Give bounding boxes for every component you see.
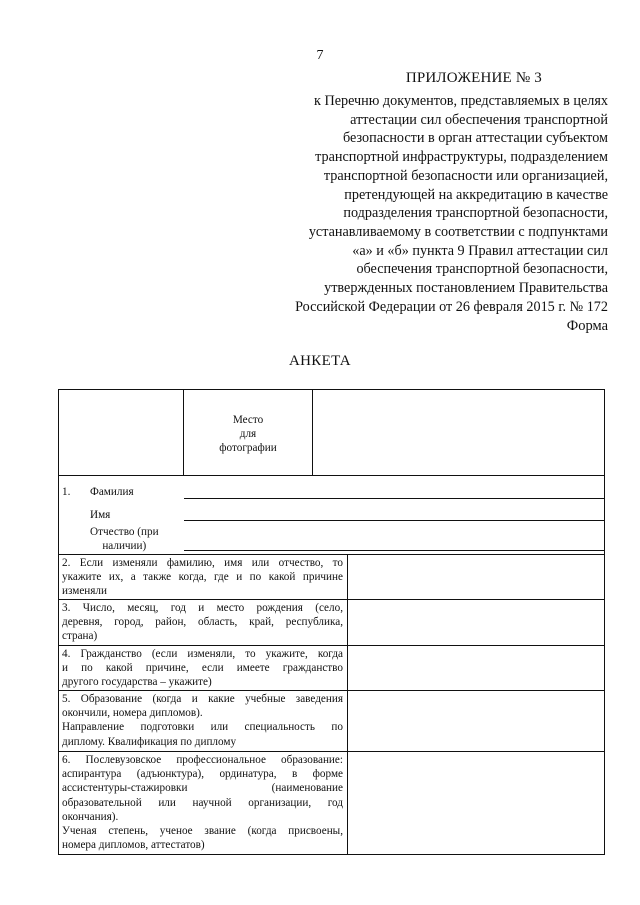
question-line: 5. Образование (когда и какие учебные заведения — [62, 693, 343, 705]
question-line: другого государства – укажите) — [62, 676, 212, 689]
first-name-field[interactable] — [184, 520, 605, 521]
question-line: ассистентуры-стажировки (наименование — [62, 782, 343, 795]
photo-label-line: фотографии — [219, 442, 277, 455]
question-line: аспирантура (адъюнктура), ординатура, в форме — [62, 768, 343, 781]
question-line: Направление подготовки или специальность по — [62, 721, 343, 734]
form-border-top — [58, 389, 605, 390]
photo-label-line: для — [239, 428, 257, 441]
question-line: изменяли — [62, 585, 107, 598]
question-5-text — [62, 692, 343, 749]
question-line: укажите их, а также когда, где и по какой причине — [62, 571, 343, 584]
questionnaire-form — [58, 389, 605, 855]
question-5-answer[interactable] — [352, 692, 600, 747]
row-divider — [58, 554, 605, 555]
photo-section-bottom — [58, 475, 605, 476]
appendix-line: претендующей на аккредитацию в качестве — [344, 186, 608, 203]
appendix-line: устанавливаемому в соответствии с подпунктами — [308, 223, 608, 240]
appendix-line: аттестации сил обеспечения транспортной — [350, 111, 608, 128]
name-block-number: 1. — [62, 486, 71, 498]
patronymic-label — [90, 525, 159, 553]
form-border-left — [58, 389, 59, 855]
row-divider — [58, 690, 605, 691]
question-4-answer[interactable] — [352, 647, 600, 687]
question-line: диплому. Квалификация по диплому — [62, 735, 237, 748]
row-divider — [58, 751, 605, 752]
question-line: окончили, номера дипломов). — [62, 707, 203, 720]
question-line: деревня, город, район, область, край, республика, — [62, 616, 343, 629]
surname-label: Фамилия — [90, 486, 134, 498]
appendix-line: к Перечню документов, представляемых в целях — [314, 93, 608, 109]
first-name-label: Имя — [90, 509, 111, 521]
question-line: 3. Число, месяц, год и место рождения (село, — [62, 602, 343, 614]
photo-label-line: Место — [232, 414, 264, 426]
row-divider — [58, 599, 605, 600]
question-2-text — [62, 556, 343, 599]
question-3-answer[interactable] — [352, 601, 600, 641]
appendix-line: безопасности в орган аттестации субъектом — [343, 130, 608, 147]
question-3-text — [62, 601, 343, 644]
photo-box-right — [312, 389, 313, 475]
page-number: 7 — [316, 48, 324, 63]
photo-placeholder — [184, 413, 312, 456]
appendix-line: транспортной инфраструктуры, подразделением — [315, 149, 608, 166]
question-6-answer[interactable] — [352, 753, 600, 849]
patronymic-label-line: Отчество (при — [90, 526, 159, 538]
question-line: образовательной или научной организации, год — [62, 796, 343, 809]
appendix-line: подразделения транспортной безопасности, — [343, 205, 608, 222]
question-6-text — [62, 753, 343, 852]
appendix-line: Российской Федерации от 26 февраля 2015 г. № 172 — [295, 298, 608, 315]
question-line: 6. Послевузовское профессиональное образование: — [62, 754, 343, 766]
form-label: Форма — [566, 318, 608, 334]
form-border-right — [604, 389, 605, 855]
row-divider — [58, 645, 605, 646]
patronymic-label-line: наличии) — [102, 540, 147, 553]
surname-field[interactable] — [184, 498, 605, 499]
appendix-line: транспортной безопасности или организацией, — [323, 167, 608, 184]
appendix-text — [188, 92, 608, 316]
question-line: 2. Если изменяли фамилию, имя или отчество, то — [62, 557, 343, 569]
appendix-title: ПРИЛОЖЕНИЕ № 3 — [405, 70, 542, 86]
appendix-line: обеспечения транспортной безопасности, — [356, 261, 608, 278]
question-line: 4. Гражданство (если изменяли, то укажите, когда — [62, 648, 343, 660]
question-line: номера дипломов, аттестатов) — [62, 839, 205, 852]
form-border-bottom — [58, 854, 605, 855]
appendix-line: утвержденных постановлением Правительства — [324, 280, 608, 297]
question-4-text — [62, 647, 343, 690]
patronymic-field[interactable] — [184, 550, 605, 551]
appendix-line: «а» и «б» пункта 9 Правил аттестации сил — [352, 242, 608, 259]
question-2-answer[interactable] — [352, 556, 600, 596]
question-line: Ученая степень, ученое звание (когда присвоены, — [62, 825, 343, 838]
question-line: страна) — [62, 630, 98, 643]
document-title: АНКЕТА — [289, 353, 351, 369]
question-line: окончания). — [62, 810, 119, 823]
question-line: и по какой причине, если имеете гражданство — [62, 662, 343, 675]
